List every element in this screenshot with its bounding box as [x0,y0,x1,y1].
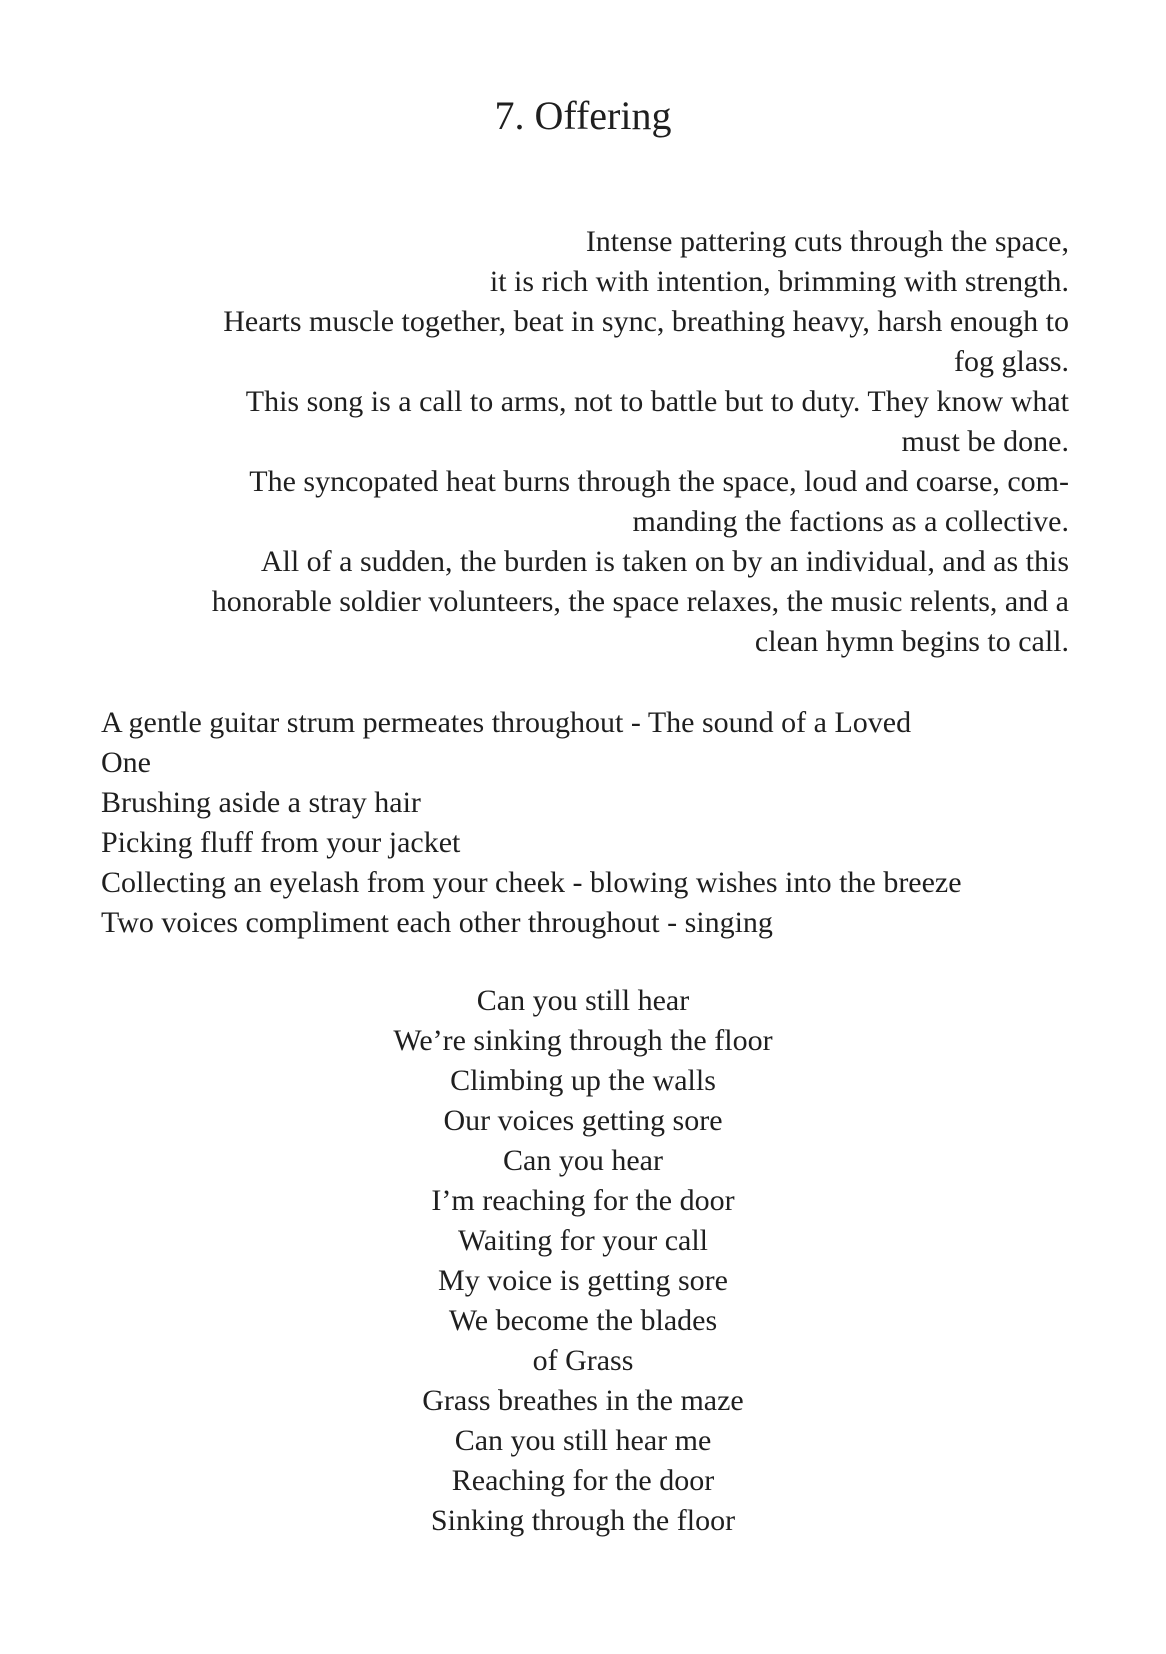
intro-line: clean hymn begins to call. [754,625,1069,658]
description-line: Two voices compliment each other throughout - singing [101,906,773,939]
intro-line: Intense pattering cuts through the space, [585,225,1069,258]
description-line: A gentle guitar strum permeates throughout - The sound of a Loved [101,706,912,739]
intro-line: honorable soldier volunteers, the space relaxes, the music relents, and a [211,585,1069,618]
description-line: Brushing aside a stray hair [101,786,421,819]
intro-line: Hearts muscle together, beat in sync, breathing heavy, harsh enough to [223,305,1069,338]
lyric-line: We’re sinking through the floor [393,1024,773,1057]
lyric-line: Sinking through the floor [430,1504,736,1537]
lyric-line: Grass breathes in the maze [422,1384,744,1417]
lyric-line: Can you still hear me [454,1424,712,1457]
intro-paragraph [89,222,1069,662]
description-line: One [101,746,151,779]
lyric-line: Our voices getting sore [443,1104,723,1137]
lyric-line: Can you hear [503,1144,663,1177]
intro-line: manding the factions as a collective. [632,505,1069,538]
intro-line: The syncopated heat burns through the space, loud and coarse, com- [249,465,1069,498]
lyric-line: Waiting for your call [457,1224,708,1257]
intro-line: All of a sudden, the burden is taken on by an individual, and as this [260,545,1069,578]
lyrics-verse [0,981,1166,1541]
lyric-line: Climbing up the walls [450,1064,716,1097]
lyric-line: I’m reaching for the door [431,1184,735,1217]
lyric-line: of Grass [532,1344,634,1377]
lyric-line: Reaching for the door [451,1464,715,1497]
lyric-line: My voice is getting sore [438,1264,728,1297]
description-line: Collecting an eyelash from your cheek - blowing wishes into the breeze [101,866,962,899]
intro-line: must be done. [901,425,1069,458]
intro-line: fog glass. [954,345,1069,378]
lyric-line: Can you still hear [476,984,690,1017]
intro-line: This song is a call to arms, not to battle but to duty. They know what [245,385,1069,418]
intro-line: it is rich with intention, brimming with strength. [489,265,1069,298]
description-line: Picking fluff from your jacket [101,826,461,859]
page-title: 7. Offering [494,93,672,138]
description-paragraph [101,703,1081,943]
lyric-line: We become the blades [448,1304,718,1337]
